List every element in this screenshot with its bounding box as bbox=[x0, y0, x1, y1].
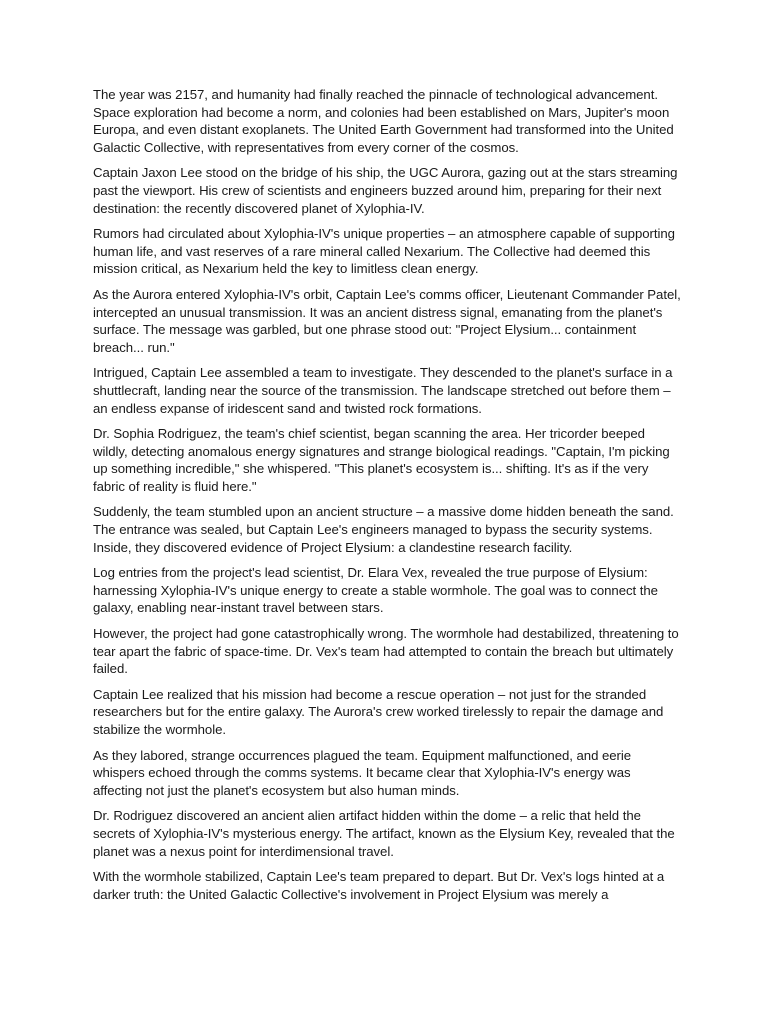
paragraph: Captain Jaxon Lee stood on the bridge of his ship, the UGC Aurora, gazing out at the stars streaming past the viewport. His crew of scientists and engineers buzzed around him, preparing for their next destination: the recently discovered planet of Xylophia-IV. bbox=[93, 165, 678, 216]
paragraph: However, the project had gone catastrophically wrong. The wormhole had destabilized, threatening to tear apart the fabric of space-time. Dr. Vex's team had attempted to contain the breach but ultimately failed. bbox=[93, 626, 679, 677]
paragraph: Log entries from the project's lead scientist, Dr. Elara Vex, revealed the true purpose of Elysium: harnessing Xylophia-IV's unique energy to create a stable wormhole. The goal was to connect the galaxy, enabling near-instant travel between stars. bbox=[93, 565, 658, 616]
paragraph: The year was 2157, and humanity had finally reached the pinnacle of technological advancement. Space exploration had become a norm, and colonies had been established on Mars, Jupiter's moon Europa, and even distant exoplanets. The United Earth Government had transformed into the United Galactic Collective, with representatives from every corner of the cosmos. bbox=[93, 87, 674, 155]
document-body bbox=[93, 86, 683, 911]
paragraph: As the Aurora entered Xylophia-IV's orbit, Captain Lee's comms officer, Lieutenant Commander Patel, intercepted an unusual transmission. It was an ancient distress signal, emanating from the planet's surface. The message was garbled, but one phrase stood out: "Project Elysium... containment breach... run." bbox=[93, 286, 681, 355]
paragraph: Dr. Sophia Rodriguez, the team's chief scientist, began scanning the area. Her tricorder beeped wildly, detecting anomalous energy signatures and strange biological readings. "Captain, I'm picking up something incredible," she whispered. "This planet's ecosystem is... shifting. It's as if the very fabric of reality is fluid here." bbox=[93, 426, 670, 494]
paragraph: Suddenly, the team stumbled upon an ancient structure – a massive dome hidden beneath the sand. The entrance was sealed, but Captain Lee's engineers managed to bypass the security systems. Inside, they discovered evidence of Project Elysium: a clandestine research facility. bbox=[93, 504, 674, 555]
paragraph: Rumors had circulated about Xylophia-IV's unique properties – an atmosphere capable of supporting human life, and vast reserves of a rare mineral called Nexarium. The Collective had deemed this mission critical, as Nexarium held the key to limitless clean energy. bbox=[93, 226, 675, 277]
paragraph: Dr. Rodriguez discovered an ancient alien artifact hidden within the dome – a relic that held the secrets of Xylophia-IV's mysterious energy. The artifact, known as the Elysium Key, revealed that the planet was a nexus point for interdimensional travel. bbox=[93, 808, 675, 859]
paragraph: Intrigued, Captain Lee assembled a team to investigate. They descended to the planet's surface in a shuttlecraft, landing near the source of the transmission. The landscape stretched out before them – an endless expanse of iridescent sand and twisted rock formations. bbox=[93, 365, 673, 416]
paragraph: Captain Lee realized that his mission had become a rescue operation – not just for the stranded researchers but for the entire galaxy. The Aurora's crew worked tirelessly to repair the damage and stabilize the wormhole. bbox=[93, 686, 664, 737]
paragraph: With the wormhole stabilized, Captain Lee's team prepared to depart. But Dr. Vex's logs hinted at a darker truth: the United Galactic Collective's involvement in Project Elysium was merely a bbox=[93, 869, 665, 902]
paragraph: As they labored, strange occurrences plagued the team. Equipment malfunctioned, and eerie whispers echoed through the comms systems. It became clear that Xylophia-IV's energy was affecting not just the planet's ecosystem but also human minds. bbox=[93, 747, 632, 798]
